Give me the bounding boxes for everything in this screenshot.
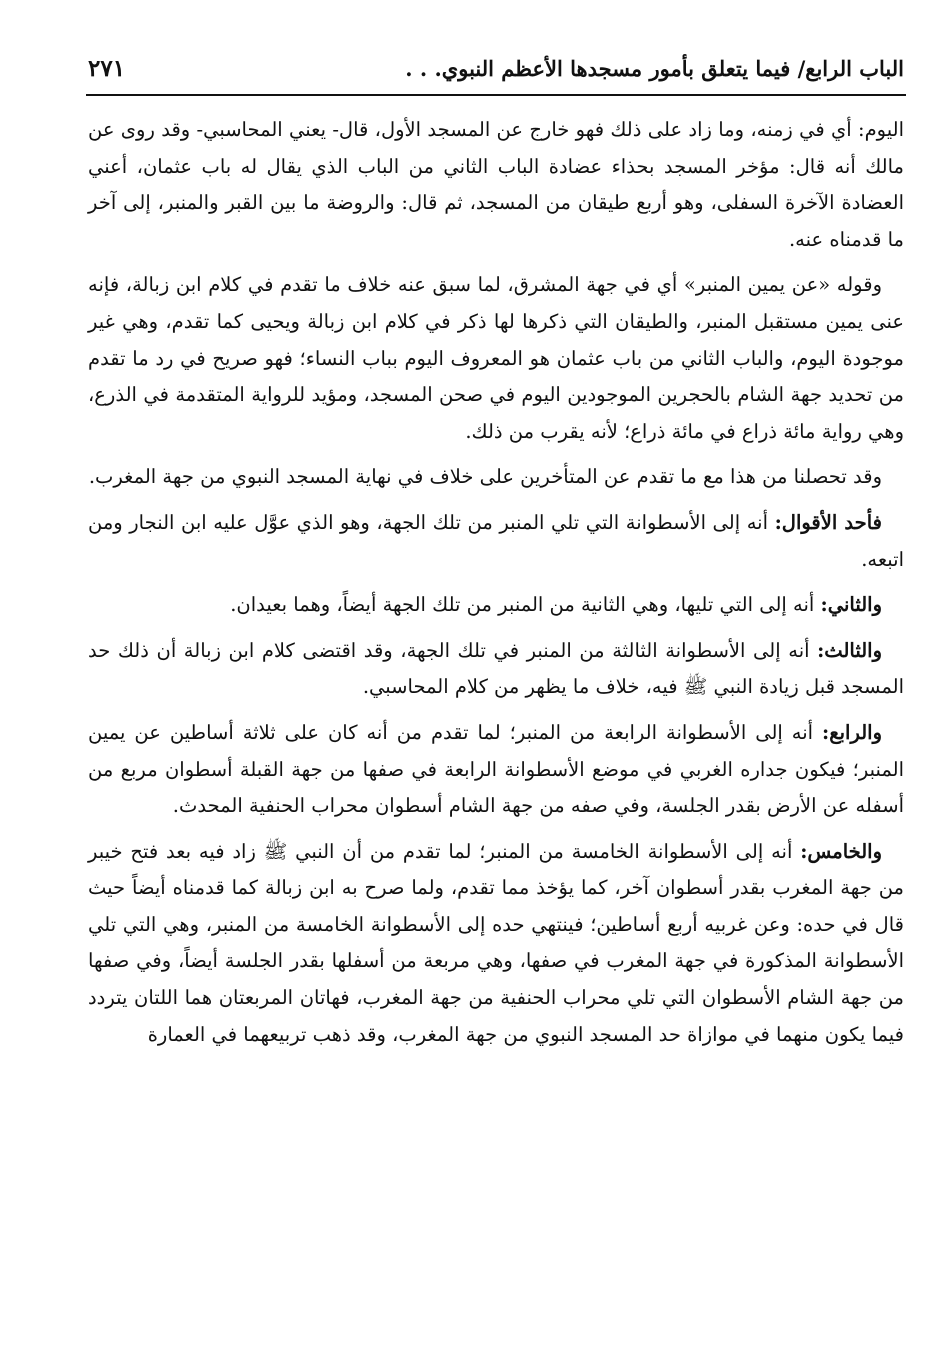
header-divider <box>86 94 906 96</box>
paragraph-text: أنه إلى الأسطوانة الخامسة من المنبر؛ لما تقدم من أن النبي ﷺ زاد فيه بعد فتح خيبر من جهة المغرب بقدر أسطوان آخر، كما يؤخذ مما تقدم، ولما صرح به ابن زبالة كما قدمناه أيضاً حيث قال في حده: وعن غربيه أربع أساطين؛ فينتهي حده إلى الأسطوانة الخامسة من المنبر، وهي التي تلي الأسطوانة المذكورة في جهة المغرب في صفها، وهي مربعة من أسفلها بقدر الجلسة أيضاً، وفي صفها من جهة الشام الأسطوان التي تلي محراب الحنفية من جهة المغرب، فهاتان المربعتان هما اللتان يتردد فيما يكون منهما في موازاة حد المسجد النبوي من جهة المغرب، وقد ذهب تربيعهما في العمارة <box>88 839 904 1046</box>
page-number: ٢٧١ <box>88 54 126 82</box>
paragraph-lead: والخامس: <box>800 839 882 863</box>
paragraph-8 <box>88 834 904 1054</box>
paragraph-lead: والرابع: <box>822 720 882 744</box>
running-header <box>88 44 904 92</box>
paragraph-1 <box>88 112 904 258</box>
paragraph-text: أنه إلى الأسطوانة الثالثة من المنبر في تلك الجهة، وقد اقتضى كلام ابن زبالة أن ذلك حد المسجد قبل زيادة النبي ﷺ فيه، خلاف ما يظهر من كلام المحاسبي. <box>88 638 904 699</box>
chapter-title: الباب الرابع/ فيما يتعلق بأمور مسجدها الأعظم النبوي. . . <box>405 55 904 81</box>
paragraph-6 <box>88 633 904 706</box>
paragraph-lead: فأحد الأقوال: <box>774 510 882 534</box>
paragraph-2 <box>88 267 904 450</box>
paragraph-lead: والثالث: <box>817 638 882 662</box>
paragraph-text: وقد تحصلنا من هذا مع ما تقدم عن المتأخرين على خلاف في نهاية المسجد النبوي من جهة المغرب. <box>88 465 882 489</box>
paragraph-7 <box>88 715 904 825</box>
paragraph-text: أنه إلى الأسطوانة التي تلي المنبر من تلك الجهة، وهو الذي عوَّل عليه ابن النجار ومن اتبعه. <box>88 510 904 571</box>
body-text <box>88 112 904 1062</box>
paragraph-text: أنه إلى التي تليها، وهي الثانية من المنبر من تلك الجهة أيضاً، وهما بعيدان. <box>230 593 821 617</box>
paragraph-text: وقوله «عن يمين المنبر» أي في جهة المشرق، لما سبق عنه خلاف ما تقدم في كلام ابن زبالة، فإنه عنى يمين مستقبل المنبر، والطيقان التي ذكرها لها ذكر في كلام ابن زبالة ويحيى كما تقدم، وهي غير موجودة اليوم، والباب الثاني من باب عثمان هو المعروف اليوم بباب النساء؛ فهو صريح في رد ما تقدم من تحديد جهة الشام بالحجرين الموجودين اليوم في صحن المسجد، ومؤيد للرواية المتقدمة في الذرع، وهي رواية مائة ذراع في مائة ذراع؛ لأنه يقرب من ذلك. <box>88 273 904 443</box>
paragraph-4 <box>88 505 904 578</box>
paragraph-lead: والثاني: <box>820 593 882 617</box>
paragraph-3 <box>88 459 904 496</box>
paragraph-5 <box>88 587 904 624</box>
paragraph-text: أنه إلى الأسطوانة الرابعة من المنبر؛ لما تقدم من أنه كان على ثلاثة أساطين عن يمين المنبر؛ فيكون جداره الغربي في موضع الأسطوانة الرابعة في صفها من جهة القبلة أسطوان مربع من أسفله عن الأرض بقدر الجلسة، وفي صفه من جهة الشام أسطوان محراب الحنفية المحدث. <box>88 720 904 818</box>
paragraph-text: اليوم: أي في زمنه، وما زاد على ذلك فهو خارج عن المسجد الأول، قال- يعني المحاسبي- وقد روى عن مالك أنه قال: مؤخر المسجد بحذاء عضادة الباب الثاني من الباب الذي يقال له باب عثمان، أعني العضادة الآخرة السفلى، وهو أربع طيقان من المسجد، ثم قال: والروضة ما بين القبر والمنبر، إلى آخر ما قدمناه عنه. <box>88 118 904 251</box>
